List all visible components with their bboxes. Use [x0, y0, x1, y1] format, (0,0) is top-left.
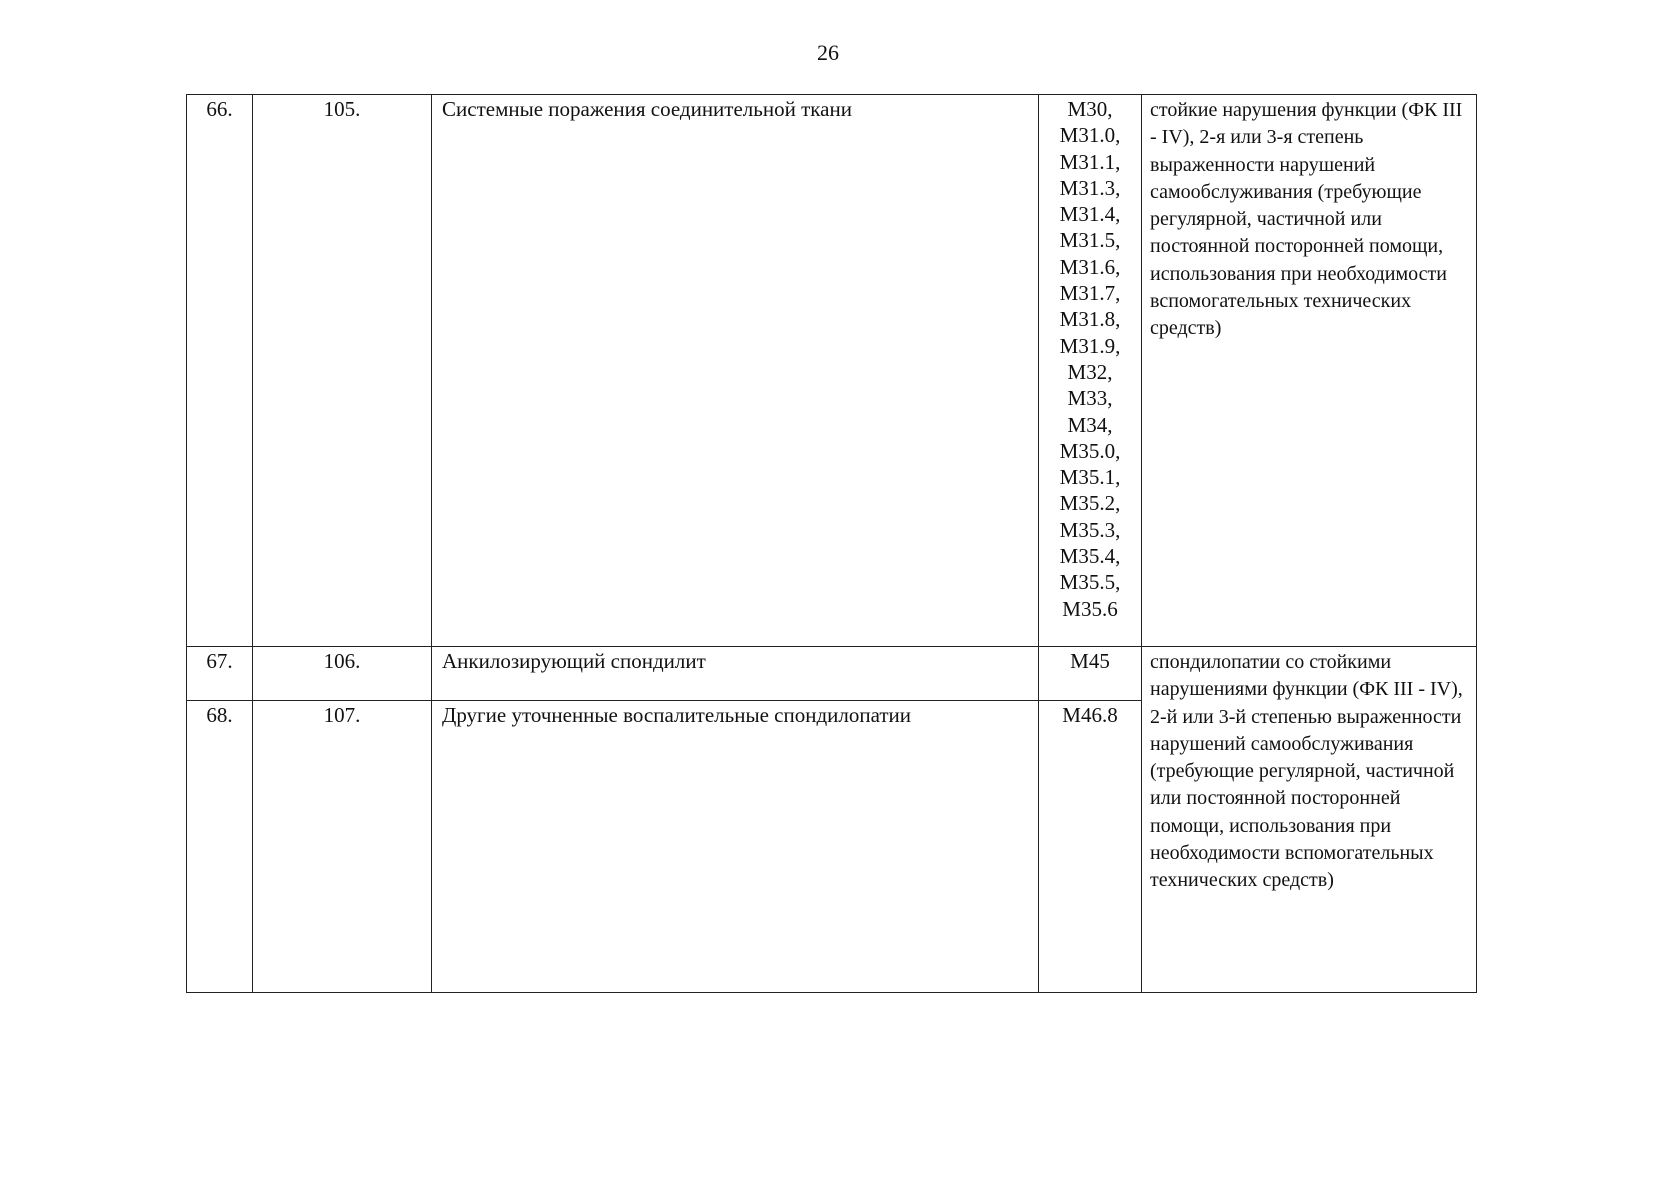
icd-code: М31.8, — [1059, 307, 1121, 332]
disease-name-cell: Другие уточненные воспалительные спондилопатии — [432, 701, 1039, 993]
table-row — [187, 647, 1477, 701]
icd-code: М30, — [1067, 97, 1113, 121]
icd-code: М46.8 — [1062, 703, 1118, 727]
criteria-text: спондилопатии со стойкими нарушениями функции (ФК III - IV), 2-й или 3-й степенью выраженности нарушений самообслуживания (требующие регулярной, частичной или постоянной посторонней помощи, использования при необходимости вспомогательных технических средств) — [1150, 651, 1463, 892]
icd-code: М35.3, — [1059, 517, 1121, 542]
icd-code: М35.0, — [1059, 438, 1121, 463]
icd-code: М35.2, — [1059, 491, 1121, 516]
icd-code: М33, — [1067, 386, 1113, 411]
icd-code: М35.1, — [1059, 465, 1121, 490]
icd-code: М34, — [1067, 412, 1113, 437]
row-index-cell: 68. — [187, 701, 253, 993]
icd-code: М31.9, — [1059, 333, 1121, 358]
icd-code: М31.6, — [1059, 254, 1121, 279]
table-row — [187, 95, 1477, 647]
icd-codes-cell — [1039, 701, 1142, 993]
icd-code: М31.7, — [1059, 281, 1121, 306]
icd-code: М31.5, — [1059, 228, 1121, 253]
page-number: 26 — [817, 40, 839, 65]
icd-code: М35.6 — [1062, 596, 1118, 621]
criteria-text: стойкие нарушения функции (ФК III - IV), 2-я или 3-я степень выраженности нарушений самообслуживания (требующие регулярной, частичной или постоянной посторонней помощи, использования при необходимости вспомогательных технических средств) — [1150, 99, 1463, 340]
row-index-cell: 66. — [187, 95, 253, 647]
criteria-cell — [1142, 95, 1477, 647]
row-number-cell: 106. — [253, 647, 432, 701]
icd-code: М31.4, — [1059, 202, 1121, 227]
criteria-table — [186, 94, 1477, 993]
icd-codes-cell — [1039, 95, 1142, 647]
row-index-cell: 67. — [187, 647, 253, 701]
icd-code: М31.0, — [1059, 123, 1121, 148]
disease-name-cell: Системные поражения соединительной ткани — [432, 95, 1039, 647]
icd-code: М32, — [1067, 359, 1113, 384]
row-number-cell: 105. — [253, 95, 432, 647]
icd-code: М31.3, — [1059, 175, 1121, 200]
row-number-cell: 107. — [253, 701, 432, 993]
icd-code: М35.5, — [1059, 570, 1121, 595]
criteria-cell — [1142, 647, 1477, 993]
icd-codes-cell — [1039, 647, 1142, 701]
icd-code: М45 — [1070, 649, 1110, 673]
icd-code: М31.1, — [1059, 149, 1121, 174]
disease-name-cell: Анкилозирующий спондилит — [432, 647, 1039, 701]
icd-code: М35.4, — [1059, 544, 1121, 569]
